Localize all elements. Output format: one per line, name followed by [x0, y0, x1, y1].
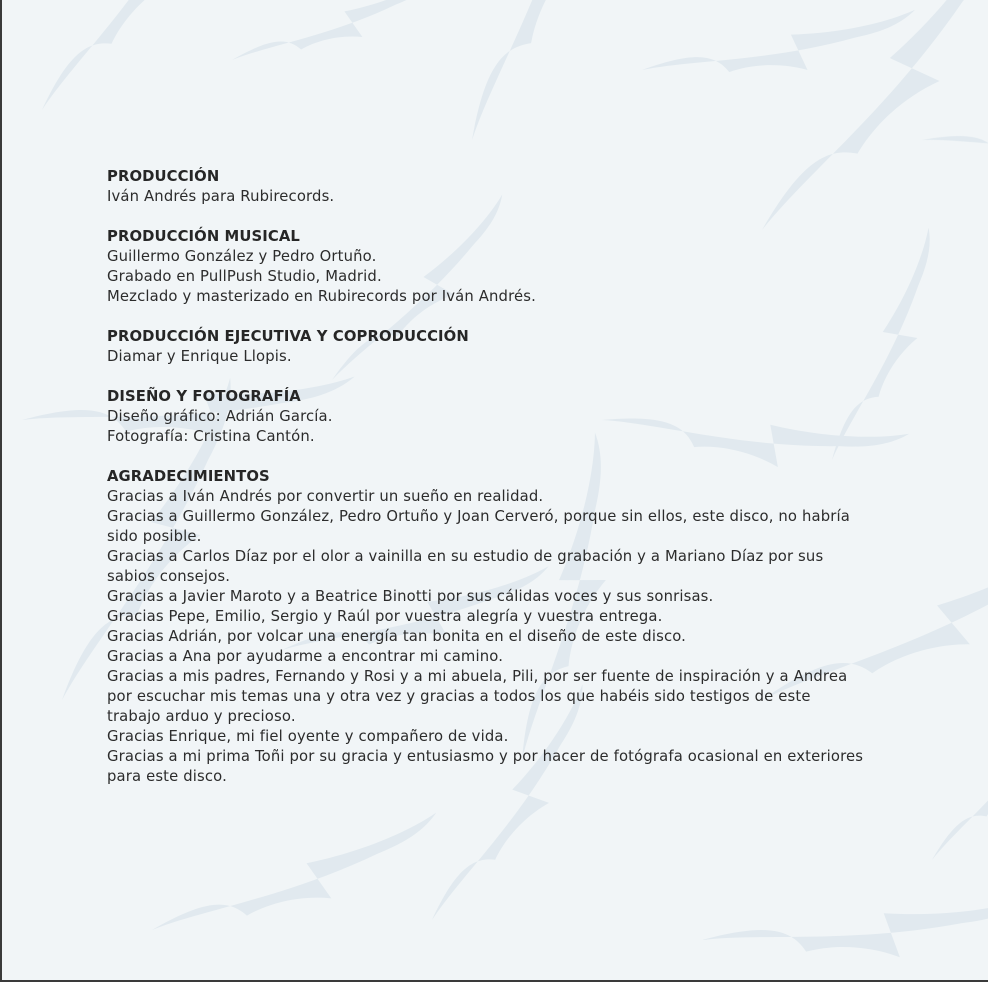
section-heading: PRODUCCIÓN MUSICAL — [107, 228, 300, 245]
credit-section — [107, 167, 867, 207]
credit-line: Gracias a Carlos Díaz por el olor a vainilla en su estudio de grabación y a Mariano Díaz por sus sabios consejos. — [107, 548, 824, 585]
credit-section — [107, 387, 867, 447]
credit-section — [107, 467, 867, 787]
credit-line: Gracias Adrián, por volcar una energía tan bonita en el diseño de este disco. — [107, 628, 687, 645]
credit-line: Grabado en PullPush Studio, Madrid. — [107, 268, 382, 285]
section-heading: DISEÑO Y FOTOGRAFÍA — [107, 388, 301, 405]
section-heading: AGRADECIMIENTOS — [107, 468, 270, 485]
credits-text-block — [107, 167, 867, 807]
credit-line: Gracias a mi prima Toñi por su gracia y entusiasmo y por hacer de fotógrafa ocasional en exteriores para este disco. — [107, 748, 864, 785]
credit-line: Fotografía: Cristina Cantón. — [107, 428, 315, 445]
credit-line: Guillermo González y Pedro Ortuño. — [107, 248, 377, 265]
credit-line: Diseño gráfico: Adrián García. — [107, 408, 333, 425]
section-heading: PRODUCCIÓN EJECUTIVA Y COPRODUCCIÓN — [107, 328, 469, 345]
section-heading: PRODUCCIÓN — [107, 168, 220, 185]
credit-line: Diamar y Enrique Llopis. — [107, 348, 292, 365]
credit-line: Gracias Enrique, mi fiel oyente y compañero de vida. — [107, 728, 509, 745]
credit-line: Mezclado y masterizado en Rubirecords por Iván Andrés. — [107, 288, 536, 305]
credit-line: Iván Andrés para Rubirecords. — [107, 188, 335, 205]
credit-line: Gracias a Javier Maroto y a Beatrice Binotti por sus cálidas voces y sus sonrisas. — [107, 588, 714, 605]
credit-line: Gracias a mis padres, Fernando y Rosi y a mi abuela, Pili, por ser fuente de inspiración y a Andrea por escuchar mis temas una y otra vez y gracias a todos los que habéis sido testigos de este trabajo arduo y precioso. — [107, 668, 848, 725]
credit-line: Gracias a Ana por ayudarme a encontrar mi camino. — [107, 648, 504, 665]
credit-section — [107, 327, 867, 367]
credit-line: Gracias a Iván Andrés por convertir un sueño en realidad. — [107, 488, 544, 505]
credit-line: Gracias Pepe, Emilio, Sergio y Raúl por vuestra alegría y vuestra entrega. — [107, 608, 663, 625]
credit-section — [107, 227, 867, 307]
credit-line: Gracias a Guillermo González, Pedro Ortuño y Joan Cerveró, porque sin ellos, este disco, no habría sido posible. — [107, 508, 850, 545]
